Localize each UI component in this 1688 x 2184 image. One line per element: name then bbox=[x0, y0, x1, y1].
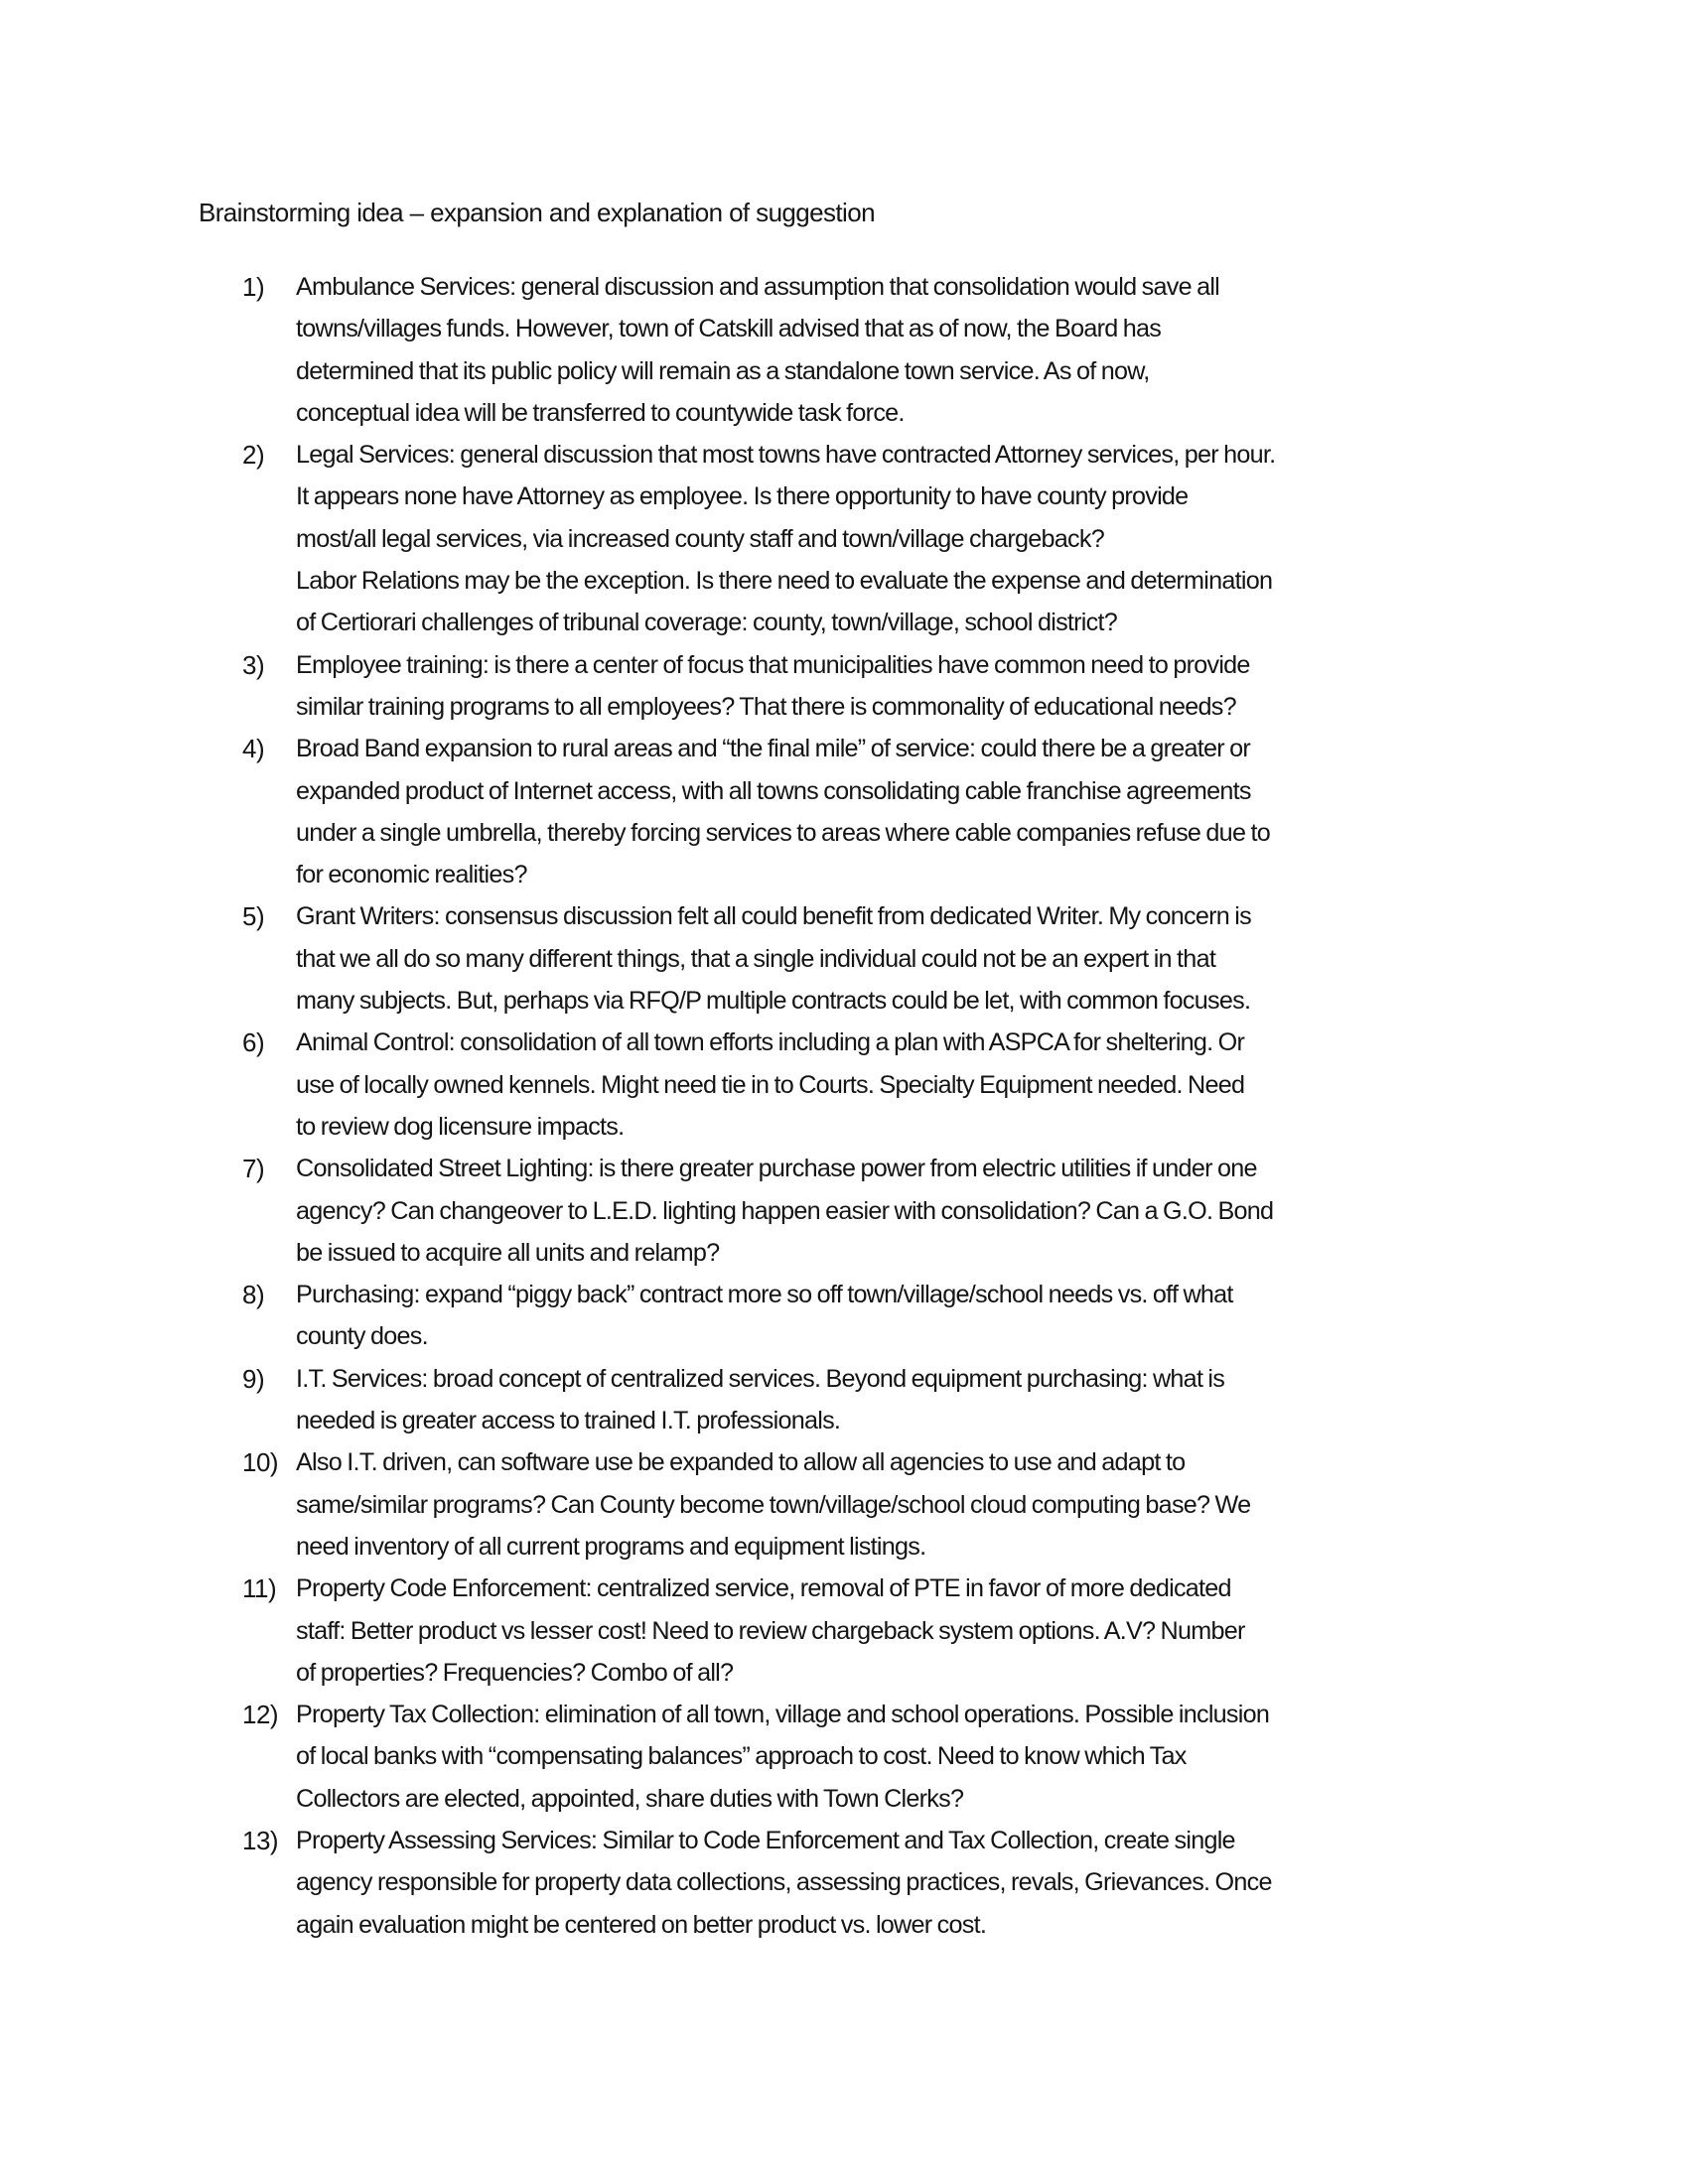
list-item-number: 2) bbox=[242, 440, 265, 471]
suggestion-list bbox=[242, 266, 1493, 1946]
list-item bbox=[242, 1820, 1493, 1946]
list-item bbox=[242, 434, 1493, 643]
list-item-text-line: similar training programs to all employees? That there is commonality of educational needs? bbox=[296, 692, 1236, 721]
list-item-text-line: same/similar programs? Can County become town/village/school cloud computing base? We bbox=[296, 1490, 1251, 1519]
list-item bbox=[242, 1441, 1493, 1568]
document-heading: Brainstorming idea – expansion and explanation of suggestion bbox=[199, 198, 875, 227]
list-item-text-line: to review dog licensure impacts. bbox=[296, 1112, 625, 1141]
list-item-text-line: Labor Relations may be the exception. Is there need to evaluate the expense and determination bbox=[296, 567, 1273, 596]
list-item-text-line: Ambulance Services: general discussion and assumption that consolidation would save all bbox=[296, 273, 1220, 301]
list-item bbox=[242, 728, 1493, 895]
list-item-text-line: Purchasing: expand “piggy back” contract more so off town/village/school needs vs. off what bbox=[296, 1281, 1233, 1309]
list-item-number: 13) bbox=[242, 1825, 279, 1855]
list-item-text-line: under a single umbrella, thereby forcing services to areas where cable companies refuse due to bbox=[296, 818, 1270, 847]
list-item-text-line: It appears none have Attorney as employee. Is there opportunity to have county provide bbox=[296, 482, 1189, 511]
list-item-text-line: conceptual idea will be transferred to countywide task force. bbox=[296, 398, 905, 427]
list-item bbox=[242, 895, 1493, 1022]
list-item-number: 11) bbox=[242, 1573, 277, 1604]
list-item-text-line: Employee training: is there a center of focus that municipalities have common need to provide bbox=[296, 650, 1250, 679]
list-item-text-line: Broad Band expansion to rural areas and “the final mile” of service: could there be a greater or bbox=[296, 735, 1251, 763]
list-item-number: 8) bbox=[242, 1280, 265, 1310]
list-item-number: 3) bbox=[242, 649, 265, 680]
list-item-text-line: Also I.T. driven, can software use be expanded to allow all agencies to use and adapt to bbox=[296, 1448, 1186, 1477]
list-item-text-line: for economic realities? bbox=[296, 861, 527, 889]
list-item-text-line: needed is greater access to trained I.T. professionals. bbox=[296, 1407, 841, 1435]
list-item-text-line: agency? Can changeover to L.E.D. lighting happen easier with consolidation? Can a G.O. Bond bbox=[296, 1196, 1274, 1225]
list-item-text-line: county does. bbox=[296, 1322, 428, 1351]
list-item bbox=[242, 1022, 1493, 1148]
list-item-text-line: Property Assessing Services: Similar to Code Enforcement and Tax Collection, create single bbox=[296, 1826, 1235, 1854]
list-item-text-line: expanded product of Internet access, with all towns consolidating cable franchise agreements bbox=[296, 776, 1251, 805]
list-item bbox=[242, 1568, 1493, 1694]
list-item-text-line: use of locally owned kennels. Might need tie in to Courts. Specialty Equipment needed. Need bbox=[296, 1070, 1245, 1099]
list-item bbox=[242, 266, 1493, 434]
list-item-text-line: Animal Control: consolidation of all town efforts including a plan with ASPCA for sheltering. Or bbox=[296, 1028, 1245, 1057]
list-item bbox=[242, 1694, 1493, 1820]
list-item-number: 12) bbox=[242, 1700, 279, 1730]
list-item bbox=[242, 644, 1493, 729]
list-item-text-line: I.T. Services: broad concept of centralized services. Beyond equipment purchasing: what is bbox=[296, 1364, 1225, 1393]
list-item-text-line: of local banks with “compensating balances” approach to cost. Need to know which Tax bbox=[296, 1742, 1187, 1771]
list-item-number: 9) bbox=[242, 1363, 265, 1394]
list-item-text-line: Collectors are elected, appointed, share duties with Town Clerks? bbox=[296, 1784, 964, 1813]
list-item-text-line: many subjects. But, perhaps via RFQ/P multiple contracts could be let, with common focuses. bbox=[296, 987, 1251, 1016]
list-item-text-line: of properties? Frequencies? Combo of all? bbox=[296, 1658, 734, 1687]
list-item-text-line: that we all do so many different things, that a single individual could not be an expert in that bbox=[296, 944, 1216, 973]
list-item-text-line: agency responsible for property data collections, assessing practices, revals, Grievances. Once bbox=[296, 1868, 1272, 1897]
list-item bbox=[242, 1148, 1493, 1274]
list-item-text-line: Legal Services: general discussion that most towns have contracted Attorney services, per hour. bbox=[296, 441, 1276, 470]
list-item-number: 7) bbox=[242, 1154, 265, 1184]
list-item-text-line: staff: Better product vs lesser cost! Need to review chargeback system options. A.V? Number bbox=[296, 1616, 1245, 1645]
list-item-text-line: Consolidated Street Lighting: is there greater purchase power from electric utilities if under one bbox=[296, 1155, 1257, 1183]
list-item-text-line: Grant Writers: consensus discussion felt all could benefit from dedicated Writer. My concern is bbox=[296, 902, 1251, 931]
list-item-number: 10) bbox=[242, 1447, 279, 1478]
list-item-text-line: of Certiorari challenges of tribunal coverage: county, town/village, school district? bbox=[296, 609, 1117, 637]
list-item-text-line: be issued to acquire all units and relamp? bbox=[296, 1238, 720, 1267]
list-item-number: 5) bbox=[242, 901, 265, 932]
list-item bbox=[242, 1274, 1493, 1358]
list-item-text-line: most/all legal services, via increased county staff and town/village chargeback? bbox=[296, 524, 1104, 553]
list-item-text-line: towns/villages funds. However, town of Catskill advised that as of now, the Board has bbox=[296, 315, 1162, 343]
list-item-number: 6) bbox=[242, 1027, 265, 1058]
list-item-text-line: Property Code Enforcement: centralized service, removal of PTE in favor of more dedicated bbox=[296, 1574, 1231, 1603]
list-item-text-line: Property Tax Collection: elimination of all town, village and school operations. Possible inclusion bbox=[296, 1701, 1270, 1729]
list-item-text-line: again evaluation might be centered on better product vs. lower cost. bbox=[296, 1910, 987, 1939]
list-item-number: 4) bbox=[242, 734, 265, 764]
list-item-text-line: need inventory of all current programs and equipment listings. bbox=[296, 1532, 926, 1561]
list-item-number: 1) bbox=[242, 272, 265, 302]
list-item-text-line: determined that its public policy will remain as a standalone town service. As of now, bbox=[296, 356, 1150, 385]
list-item bbox=[242, 1358, 1493, 1442]
